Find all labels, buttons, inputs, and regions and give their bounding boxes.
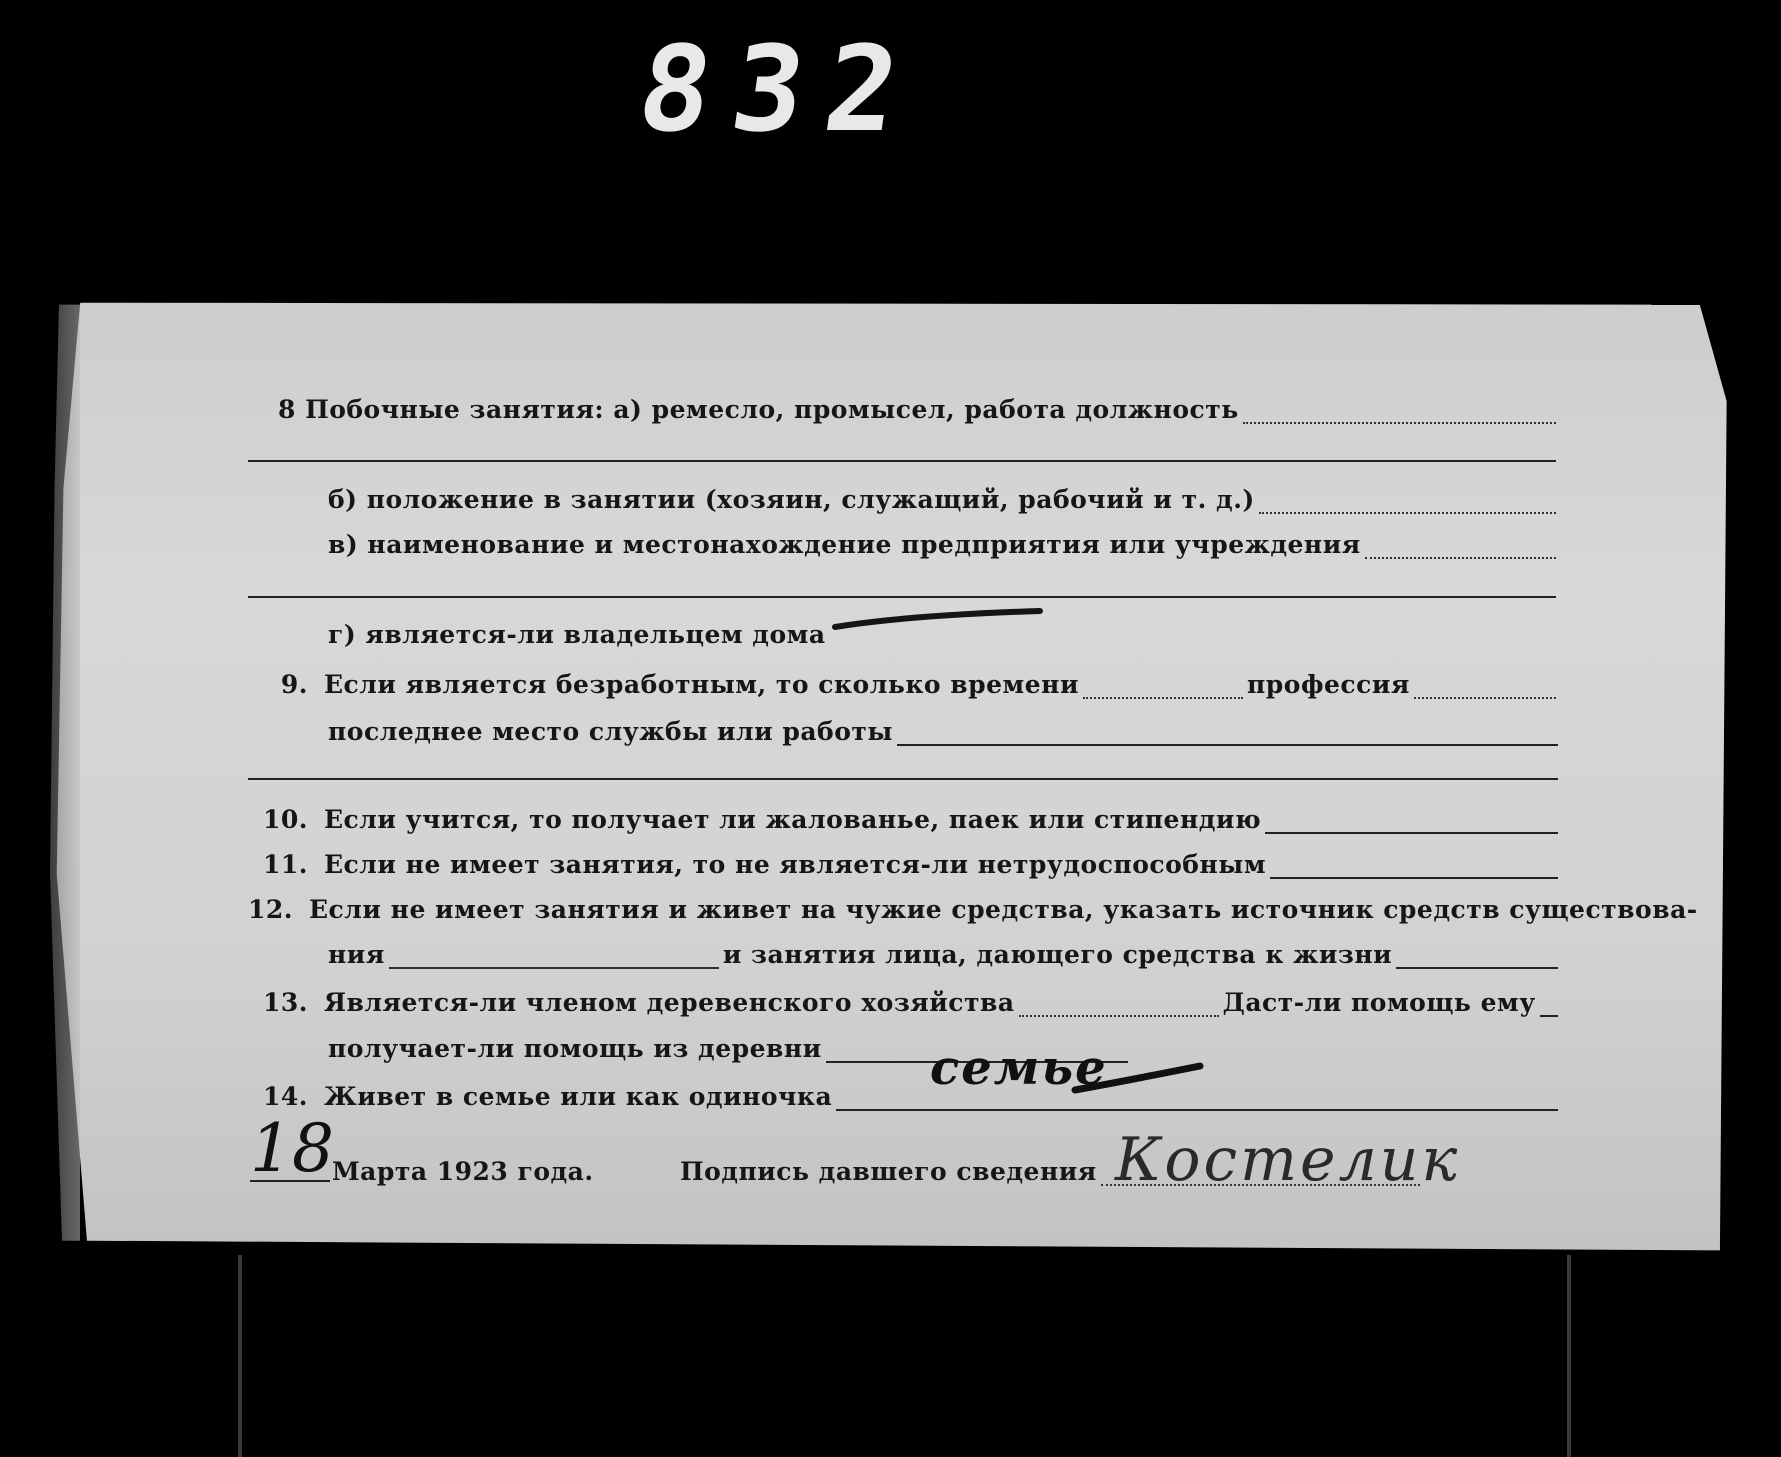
item14-handwritten-answer: семье: [930, 1040, 1108, 1096]
item8-line-v: [328, 530, 1556, 559]
item13-line2-text: получает-ли помощь из деревни: [328, 1034, 822, 1063]
card-shadow-edge: [50, 295, 80, 1260]
item9-line-2: [328, 717, 1558, 746]
item8-answer-v-line: [1365, 539, 1556, 559]
item14-line: [248, 1082, 1558, 1111]
item8-continuation-line: [248, 460, 1556, 462]
item8-answer-a-line: [1243, 404, 1556, 424]
item13-line-1: [248, 988, 1558, 1017]
item14-number: 14.: [263, 1082, 308, 1111]
item8-answer-b-line: [1259, 494, 1556, 514]
item9-last-place-line: [897, 726, 1558, 746]
item8g-dash-mark: [830, 605, 1050, 635]
item9-line2-text: последнее место службы или работы: [328, 717, 893, 746]
mount-stand-right: [1567, 1255, 1571, 1457]
item14-text: Живет в семье или как одиночка: [324, 1082, 833, 1111]
item8-line-b: [328, 485, 1556, 514]
item9-profession-label: профессия: [1246, 670, 1410, 699]
item12-line2-end: и занятия лица, дающего средства к жизни: [722, 940, 1393, 969]
item13-number: 13.: [263, 988, 308, 1017]
item13-help-line: [1540, 997, 1558, 1017]
item9-line-1: [248, 670, 1556, 699]
item13-text: Является-ли членом деревенского хозяйства: [324, 988, 1015, 1017]
item14-answer-tail-stroke: [1070, 1060, 1210, 1100]
item9-continuation-line: [248, 778, 1558, 780]
footer-date-line: [332, 1157, 594, 1186]
item12-answer-line: [1396, 949, 1558, 969]
footer-signature-label: Подпись давшего сведения: [680, 1157, 1097, 1186]
item9-text: Если является безработным, то сколько времени: [324, 670, 1079, 699]
item12-source-line: [389, 949, 719, 969]
item11-answer-line: [1270, 859, 1558, 879]
item12-line2-start: ния: [328, 940, 385, 969]
item8-line-g: [328, 620, 826, 649]
item13-member-line: [1019, 997, 1219, 1017]
footer-day-line: [250, 1180, 330, 1182]
item12-line-2: [328, 940, 1558, 969]
item10-answer-line: [1265, 814, 1558, 834]
item12-number: 12.: [248, 895, 293, 924]
item8-label-a: 8 Побочные занятия: а) ремесло, промысел, работа должность: [278, 395, 1239, 424]
item13-help-label: Даст-ли помощь ему: [1222, 988, 1536, 1017]
item9-profession-line: [1414, 679, 1556, 699]
footer-date-text: Марта 1923 года.: [332, 1157, 594, 1186]
item12-line-1: [248, 895, 1698, 924]
footer-day-handwritten: 18: [250, 1110, 334, 1187]
item11-number: 11.: [263, 850, 308, 879]
item8-label-b: б) положение в занятии (хозяин, служащий, рабочий и т. д.): [328, 485, 1255, 514]
item8-label-v: в) наименование и местонахождение предприятия или учреждения: [328, 530, 1361, 559]
item8-label-g: г) является-ли владельцем дома: [328, 620, 826, 649]
item10-number: 10.: [263, 805, 308, 834]
item10-line: [248, 805, 1558, 834]
item9-time-line: [1083, 679, 1243, 699]
item9-number: 9.: [280, 670, 308, 699]
item11-text: Если не имеет занятия, то не является-ли нетрудоспособным: [324, 850, 1267, 879]
item12-text: Если не имеет занятия и живет на чужие средства, указать источник средств существова-: [309, 895, 1698, 924]
item8v-continuation-line: [248, 596, 1556, 598]
item8-line-a: [278, 395, 1556, 424]
footer-signature-handwritten: Костелик: [1115, 1125, 1461, 1195]
item10-text: Если учится, то получает ли жалованье, паек или стипендию: [324, 805, 1262, 834]
item11-line: [248, 850, 1558, 879]
archive-frame-number: 832: [630, 20, 929, 158]
mount-stand-left: [238, 1255, 242, 1457]
